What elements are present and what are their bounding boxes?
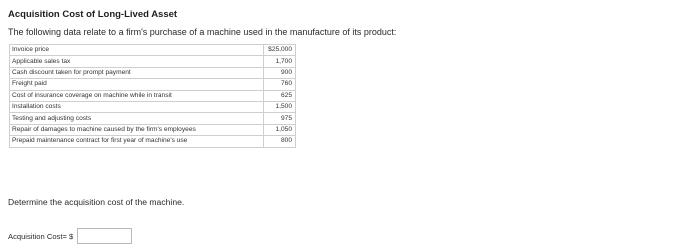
row-label: Freight paid	[10, 79, 264, 90]
table-row	[10, 45, 296, 56]
row-label: Installation costs	[10, 101, 264, 112]
row-label: Cash discount taken for prompt payment	[10, 67, 264, 78]
row-amount: 800	[264, 136, 296, 147]
cost-data-table	[9, 44, 296, 148]
acquisition-cost-input[interactable]	[77, 228, 132, 244]
table-row	[10, 101, 296, 112]
row-label: Prepaid maintenance contract for first year of machine's use	[10, 136, 264, 147]
table-row	[10, 90, 296, 101]
row-amount: 975	[264, 113, 296, 124]
row-label: Applicable sales tax	[10, 56, 264, 67]
table-row	[10, 113, 296, 124]
answer-label: Acquisition Cost	[8, 231, 63, 241]
row-amount: 900	[264, 67, 296, 78]
row-amount: 625	[264, 90, 296, 101]
question-text: Determine the acquisition cost of the machine.	[8, 197, 185, 207]
row-label: Repair of damages to machine caused by the firm's employees	[10, 124, 264, 135]
row-amount: 1,700	[264, 56, 296, 67]
problem-title: Acquisition Cost of Long-Lived Asset	[8, 9, 178, 20]
answer-row	[8, 228, 132, 244]
table-row	[10, 124, 296, 135]
row-label: Invoice price	[10, 45, 264, 56]
row-label: Testing and adjusting costs	[10, 113, 264, 124]
answer-prefix: = $	[62, 231, 74, 241]
row-amount: $25,000	[264, 45, 296, 56]
row-label: Cost of insurance coverage on machine while in transit	[10, 90, 264, 101]
row-amount: 1,050	[264, 124, 296, 135]
table-row	[10, 67, 296, 78]
row-amount: 1,500	[264, 101, 296, 112]
row-amount: 760	[264, 79, 296, 90]
table-row	[10, 136, 296, 147]
table-row	[10, 79, 296, 90]
table-row	[10, 56, 296, 67]
problem-intro: The following data relate to a firm's purchase of a machine used in the manufacture of its product:	[8, 27, 397, 37]
